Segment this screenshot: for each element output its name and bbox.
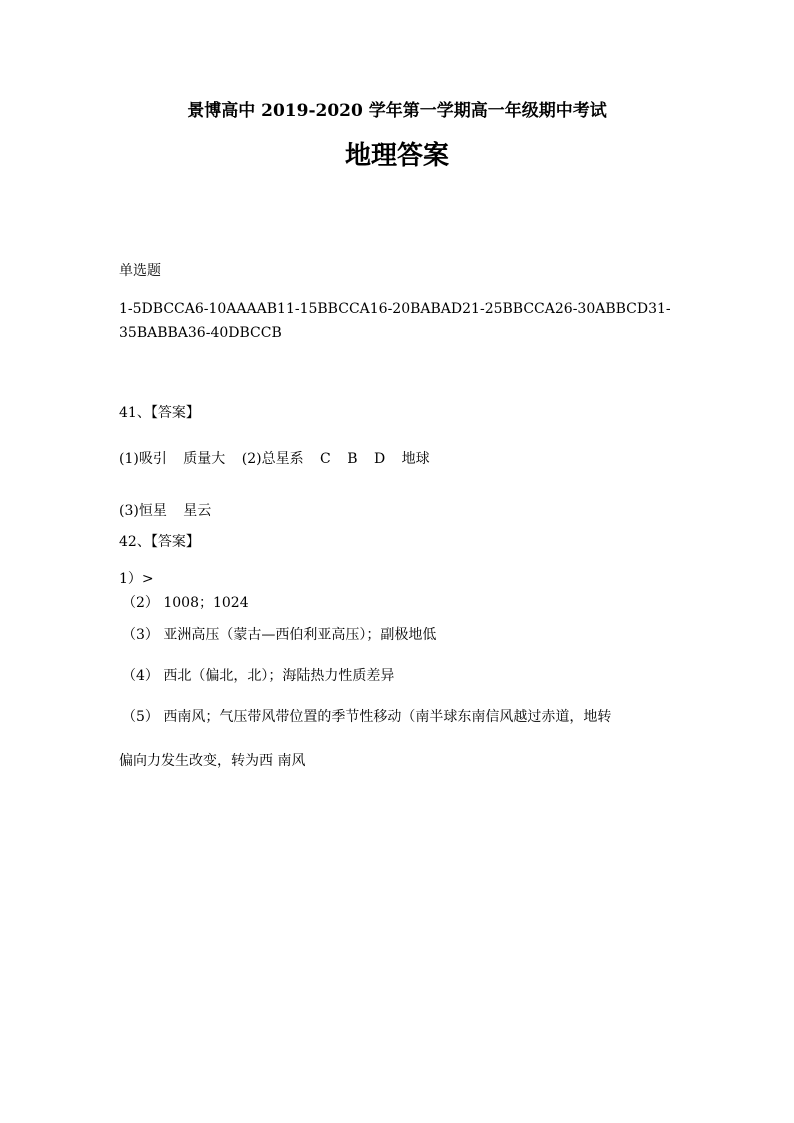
exam-title: 景博高中 2019-2020 学年第一学期高一年级期中考试 — [187, 101, 607, 121]
question-42-answer-line-2: （2） 1008；1024 — [122, 595, 249, 611]
question-42-answer-line-4: （4） 西北（偏北，北）；海陆热力性质差异 — [122, 668, 395, 684]
q41-part-7: 地球 — [401, 451, 430, 467]
question-42-answer-line-5: （5） 西南风；气压带风带位置的季节性移动（南半球东南信风越过赤道，地转 — [122, 709, 612, 725]
q41-part-1: (1)吸引 — [119, 451, 167, 467]
q41-part-8: (3)恒星 — [119, 503, 167, 519]
question-42-answer-line-6: 偏向力发生改变，转为西 南风 — [119, 753, 306, 769]
q41-part-6: D — [373, 451, 386, 467]
q41-part-9: 星云 — [183, 503, 212, 519]
question-42-answer-line-1: 1）> — [119, 571, 154, 587]
subject-title: 地理答案 — [344, 141, 449, 171]
q41-part-4: C — [320, 451, 331, 467]
question-42-answer-line-3: （3） 亚洲高压（蒙古—西伯利亚高压）；副极地低 — [122, 627, 437, 643]
q41-part-5: B — [347, 451, 358, 467]
single-choice-answers-line-2: 35BABBA36-40DBCCB — [119, 325, 282, 341]
question-42-label: 42、【答案】 — [119, 534, 200, 550]
single-choice-answers-line-1: 1-5DBCCA6-10AAAAB11-15BBCCA16-20BABAD21-25BBCCA26-30ABBCD31- — [119, 301, 671, 317]
question-41-label: 41、【答案】 — [119, 405, 200, 421]
q41-part-3: (2)总星系 — [241, 451, 304, 467]
q41-part-2: 质量大 — [183, 451, 226, 467]
question-41-answer-line-2 — [119, 502, 211, 520]
section-label-single-choice: 单选题 — [119, 263, 161, 279]
question-41-answer-line-1 — [119, 450, 430, 468]
